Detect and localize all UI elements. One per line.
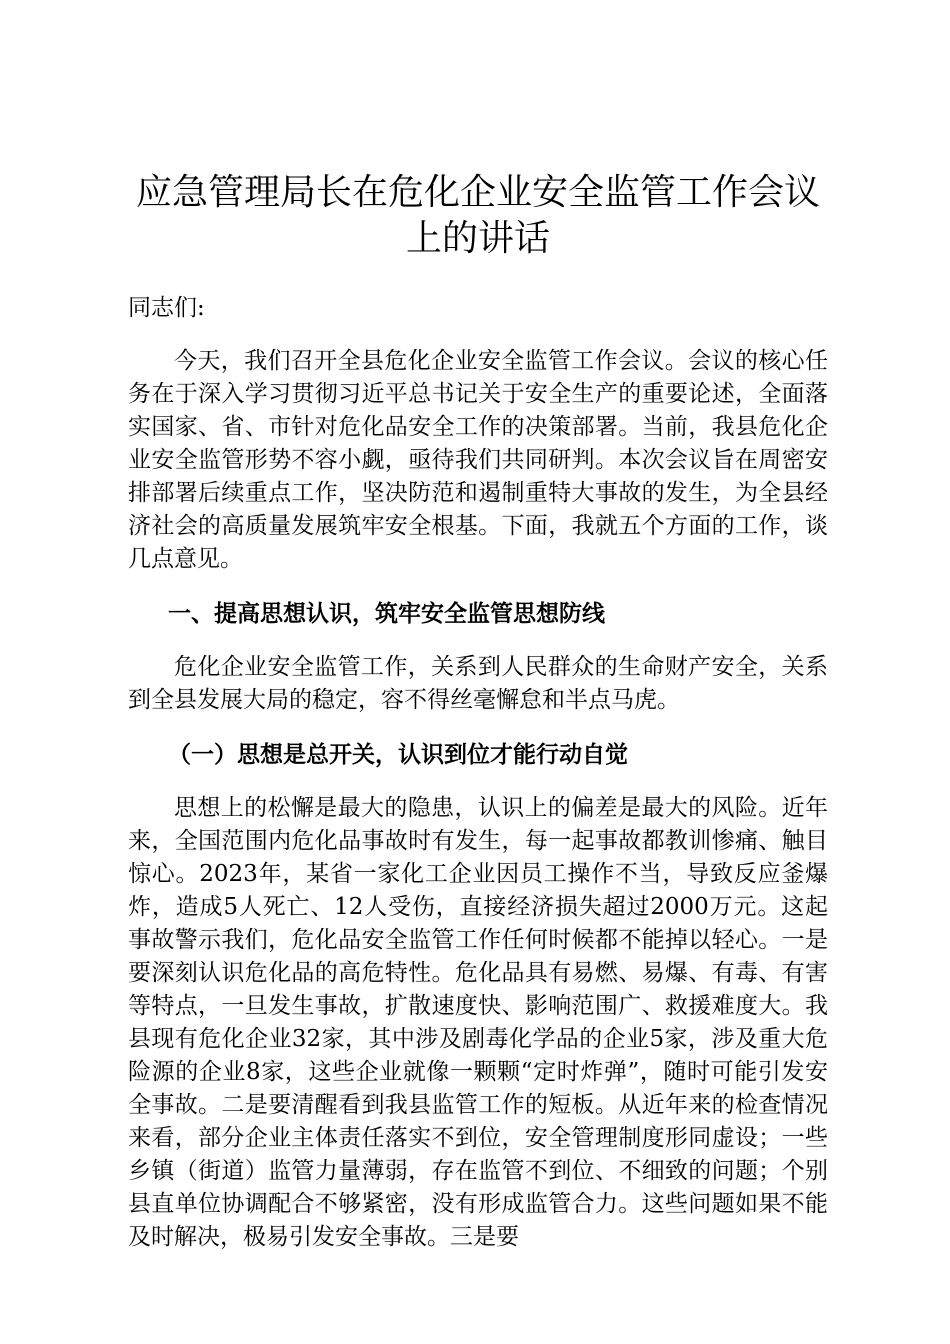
section-heading-1: 一、提高思想认识，筑牢安全监管思想防线 [168,601,605,627]
subsection-heading-1: （一）思想是总开关，认识到位才能行动自觉 [168,742,628,768]
paragraph-intro: 今天，我们召开全县危化企业安全监管工作会议。会议的核心任务在于深入学习贯彻习近平总书记关于安全生产的重要论述，全面落实国家、省、市针对危化品安全工作的决策部署。当前，我县危化企业安全监管形势不容小觑，亟待我们共同研判。本次会议旨在周密安排部署后续重点工作，坚决防范和遏制重特大事故的发生，为全县经济社会的高质量发展筑牢安全根基。下面，我就五个方面的工作，谈几点意见。 [128,348,828,572]
paragraph-subsection-1: 思想上的松懈是最大的隐患，认识上的偏差是最大的风险。近年来，全国范围内危化品事故时有发生，每一起事故都教训惨痛、触目惊心。2023年，某省一家化工企业因员工操作不当，导致反应釜爆炸，造成5人死亡、12人受伤，直接经济损失超过2000万元。这起事故警示我们，危化品安全监管工作任何时候都不能掉以轻心。一是要深刻认识危化品的高危特性。危化品具有易燃、易爆、有毒、有害等特点，一旦发生事故，扩散速度快、影响范围广、救援难度大。我县现有危化企业32家，其中涉及剧毒化学品的企业5家，涉及重大危险源的企业8家，这些企业就像一颗颗“定时炸弹”，随时可能引发安全事故。二是要清醒看到我县监管工作的短板。从近年来的检查情况来看，部分企业主体责任落实不到位，安全管理制度形同虚设；一些乡镇（街道）监管力量薄弱，存在监管不到位、不细致的问题；个别县直单位协调配合不够紧密，没有形成监管合力。这些问题如果不能及时解决，极易引发安全事故。三是要 [128,795,828,1250]
document-title: 应急管理局长在危化企业安全监管工作会议上的讲话 [135,172,820,259]
document-page [128,170,828,1254]
paragraph-section-1: 危化企业安全监管工作，关系到人民群众的生命财产安全，关系到全县发展大局的稳定，容不得丝毫懈怠和半点马虎。 [128,654,828,713]
salutation: 同志们: [128,295,205,321]
